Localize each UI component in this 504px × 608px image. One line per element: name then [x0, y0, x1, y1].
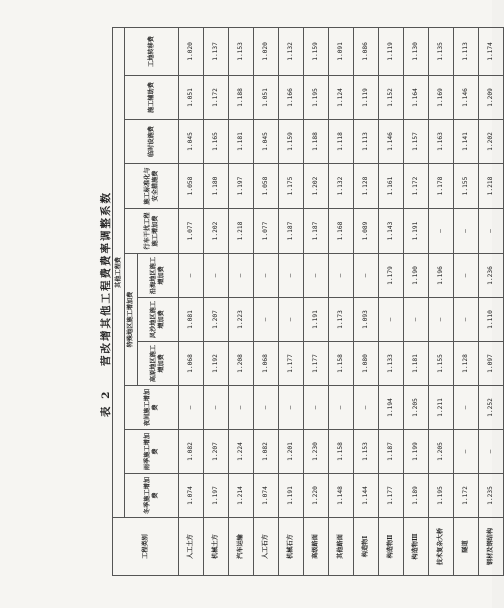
col-coastal: 沿海地区施工增加费	[138, 254, 179, 298]
rate-cell: 1.218	[479, 164, 504, 209]
col-temporary: 临时设施费	[125, 120, 179, 164]
rate-cell: —	[454, 209, 479, 254]
rate-cell: —	[254, 254, 279, 298]
rate-cell: 1.157	[404, 120, 429, 164]
rate-cell: 1.086	[354, 27, 379, 75]
table-row	[304, 27, 329, 575]
rate-cell: 1.196	[429, 254, 454, 298]
rate-cell: 1.045	[254, 120, 279, 164]
rate-cell: —	[479, 430, 504, 474]
rate-cell: —	[429, 298, 454, 342]
rate-cell: 1.051	[254, 76, 279, 120]
row-category: 人工土方	[179, 518, 204, 576]
rate-cell: 1.190	[404, 254, 429, 298]
rate-cell: 1.159	[279, 120, 304, 164]
rate-cell: —	[279, 386, 304, 430]
rate-cell: 1.077	[179, 209, 204, 254]
rate-cell: 1.068	[254, 342, 279, 386]
category-header: 工程类别	[113, 518, 179, 576]
row-category: 机械土方	[204, 518, 229, 576]
rate-cell: 1.181	[404, 342, 429, 386]
table-row	[254, 27, 279, 575]
rate-adjustment-table	[112, 27, 504, 576]
rate-cell: 1.148	[329, 474, 354, 518]
rate-cell: 1.168	[329, 209, 354, 254]
rate-cell: —	[329, 386, 354, 430]
rate-cell: 1.161	[379, 164, 404, 209]
rate-cell: 1.180	[204, 164, 229, 209]
rate-cell: 1.082	[254, 430, 279, 474]
rate-cell: 1.202	[204, 209, 229, 254]
rate-cell: —	[454, 254, 479, 298]
rate-cell: 1.132	[329, 164, 354, 209]
rate-cell: 1.223	[229, 298, 254, 342]
rate-cell: 1.174	[479, 27, 504, 75]
rate-cell: 1.187	[379, 430, 404, 474]
rate-cell: 1.159	[304, 27, 329, 75]
rate-cell: 1.172	[404, 164, 429, 209]
row-category: 钢材及钢结构	[479, 518, 504, 576]
rate-cell: 1.164	[404, 76, 429, 120]
rate-cell: 1.189	[404, 474, 429, 518]
rate-cell: 1.202	[479, 120, 504, 164]
rate-cell: 1.143	[379, 209, 404, 254]
rate-cell: 1.144	[354, 474, 379, 518]
rate-cell: 1.130	[404, 27, 429, 75]
rate-cell: —	[304, 386, 329, 430]
col-assist: 施工辅助费	[125, 76, 179, 120]
rate-cell: —	[329, 254, 354, 298]
rate-cell: —	[404, 298, 429, 342]
col-traffic: 行车干扰工程施工增加费	[125, 209, 179, 254]
rate-cell: 1.197	[229, 164, 254, 209]
rate-cell: 1.091	[329, 27, 354, 75]
rate-cell: 1.211	[429, 386, 454, 430]
table-row	[279, 27, 304, 575]
table-row	[379, 27, 404, 575]
table-row	[404, 27, 429, 575]
rate-cell: 1.113	[354, 120, 379, 164]
rate-cell: 1.082	[179, 430, 204, 474]
rate-cell: —	[179, 254, 204, 298]
rate-cell: 1.205	[404, 386, 429, 430]
col-plateau: 高原地区施工增加费	[138, 342, 179, 386]
rate-cell: 1.155	[429, 342, 454, 386]
col-sandstorm: 风沙地区施工增加费	[138, 298, 179, 342]
rate-cell: 1.235	[479, 474, 504, 518]
rate-cell: —	[229, 254, 254, 298]
col-night: 夜间施工增加费	[125, 386, 179, 430]
rate-cell: —	[254, 386, 279, 430]
rate-cell: —	[204, 254, 229, 298]
rate-cell: 1.179	[379, 254, 404, 298]
row-category: 构造物Ⅱ	[379, 518, 404, 576]
rate-cell: 1.158	[329, 430, 354, 474]
rate-cell: 1.045	[179, 120, 204, 164]
rate-cell: 1.118	[329, 120, 354, 164]
rate-cell: 1.146	[454, 76, 479, 120]
rate-cell: 1.128	[454, 342, 479, 386]
rate-cell: 1.214	[229, 474, 254, 518]
rate-cell: —	[454, 298, 479, 342]
rate-cell: 1.119	[379, 27, 404, 75]
rate-cell: 1.195	[429, 474, 454, 518]
rate-cell: 1.230	[304, 430, 329, 474]
rate-cell: 1.199	[404, 430, 429, 474]
rate-cell: 1.020	[179, 27, 204, 75]
rate-cell: 1.188	[304, 120, 329, 164]
table-row	[204, 27, 229, 575]
rate-cell: —	[229, 386, 254, 430]
rate-cell: 1.252	[479, 386, 504, 430]
col-transfer: 工地转移费	[125, 27, 179, 75]
rate-cell: 1.124	[329, 76, 354, 120]
row-category: 隧道	[454, 518, 479, 576]
special-region-header: 特殊地区施工增加费	[125, 254, 138, 386]
rate-cell: —	[429, 209, 454, 254]
row-category: 构造物Ⅰ	[354, 518, 379, 576]
rate-cell: 1.236	[479, 254, 504, 298]
rate-cell: —	[354, 386, 379, 430]
rate-cell: 1.172	[454, 474, 479, 518]
table-row	[479, 27, 504, 575]
rate-cell: 1.188	[229, 76, 254, 120]
rate-cell: 1.152	[379, 76, 404, 120]
rate-cell: 1.080	[354, 342, 379, 386]
rate-cell: 1.173	[329, 298, 354, 342]
table-header	[113, 27, 179, 575]
rate-cell: 1.220	[304, 474, 329, 518]
rate-cell: 1.128	[354, 164, 379, 209]
rate-cell: 1.192	[204, 342, 229, 386]
rate-cell: 1.191	[304, 298, 329, 342]
rate-cell: 1.081	[179, 298, 204, 342]
row-category: 其他路面	[329, 518, 354, 576]
col-winter: 冬季施工增加费	[125, 474, 179, 518]
rate-cell: 1.155	[454, 164, 479, 209]
rate-cell: —	[379, 298, 404, 342]
rate-cell: 1.132	[279, 27, 304, 75]
rate-cell: 1.187	[279, 209, 304, 254]
rate-cell: —	[479, 209, 504, 254]
rate-cell: 1.207	[204, 298, 229, 342]
rate-cell: 1.181	[229, 120, 254, 164]
rate-cell: 1.093	[354, 298, 379, 342]
table-number: 表 2	[100, 389, 112, 418]
rate-cell: 1.165	[204, 120, 229, 164]
table-row	[229, 27, 254, 575]
rate-cell: —	[204, 386, 229, 430]
table-row	[179, 27, 204, 575]
col-rainy: 雨季施工增加费	[125, 430, 179, 474]
table-caption: 营改增其他工程费费率调整系数	[100, 190, 112, 366]
rate-cell: 1.058	[254, 164, 279, 209]
rate-cell: 1.224	[229, 430, 254, 474]
rate-cell: 1.141	[454, 120, 479, 164]
rate-cell: 1.202	[304, 164, 329, 209]
rate-cell: 1.074	[179, 474, 204, 518]
rate-cell: 1.207	[204, 430, 229, 474]
rate-cell: 1.194	[379, 386, 404, 430]
rate-cell: 1.135	[429, 27, 454, 75]
row-category: 高级路面	[304, 518, 329, 576]
table-body	[179, 27, 504, 575]
rate-cell: —	[254, 298, 279, 342]
rate-cell: 1.110	[479, 298, 504, 342]
row-category: 机械石方	[279, 518, 304, 576]
rate-cell: 1.208	[229, 342, 254, 386]
row-category: 构造物Ⅲ	[404, 518, 429, 576]
rate-cell: 1.169	[429, 76, 454, 120]
rate-cell: 1.133	[379, 342, 404, 386]
rate-cell: 1.153	[354, 430, 379, 474]
rate-cell: 1.172	[204, 76, 229, 120]
rate-cell: 1.051	[179, 76, 204, 120]
row-category: 技术复杂大桥	[429, 518, 454, 576]
col-safety: 施工标准化与安全措施费	[125, 164, 179, 209]
rate-cell: 1.177	[304, 342, 329, 386]
rate-cell: —	[454, 430, 479, 474]
rate-cell: 1.166	[279, 76, 304, 120]
rate-cell: —	[304, 254, 329, 298]
rate-cell: 1.020	[254, 27, 279, 75]
rate-cell: 1.058	[179, 164, 204, 209]
rate-cell: 1.146	[379, 120, 404, 164]
rate-cell: —	[354, 254, 379, 298]
rate-cell: 1.191	[404, 209, 429, 254]
rate-cell: —	[279, 298, 304, 342]
rate-cell: 1.218	[229, 209, 254, 254]
rate-cell: 1.097	[479, 342, 504, 386]
rate-cell: 1.074	[254, 474, 279, 518]
table-row	[354, 27, 379, 575]
rate-cell: 1.158	[329, 342, 354, 386]
rate-cell: 1.178	[429, 164, 454, 209]
rate-cell: 1.201	[279, 430, 304, 474]
rate-cell: —	[279, 254, 304, 298]
rate-cell: 1.077	[254, 209, 279, 254]
rate-cell: —	[454, 386, 479, 430]
rate-cell: 1.137	[204, 27, 229, 75]
rate-cell: 1.197	[204, 474, 229, 518]
rate-cell: 1.119	[354, 76, 379, 120]
rate-cell: 1.209	[479, 76, 504, 120]
table-row	[454, 27, 479, 575]
table-title	[98, 0, 113, 608]
row-category: 汽车运输	[229, 518, 254, 576]
rate-cell: 1.195	[304, 76, 329, 120]
group-header: 其他工程费	[113, 27, 125, 517]
rate-cell: 1.177	[379, 474, 404, 518]
table-row	[429, 27, 454, 575]
rate-cell: 1.068	[179, 342, 204, 386]
rate-cell: 1.113	[454, 27, 479, 75]
rate-cell: 1.153	[229, 27, 254, 75]
rate-cell: 1.089	[354, 209, 379, 254]
rate-cell: —	[179, 386, 204, 430]
rate-cell: 1.191	[279, 474, 304, 518]
row-category: 人工石方	[254, 518, 279, 576]
rate-cell: 1.187	[304, 209, 329, 254]
rate-cell: 1.177	[279, 342, 304, 386]
rate-cell: 1.175	[279, 164, 304, 209]
table-row	[329, 27, 354, 575]
rate-cell: 1.205	[429, 430, 454, 474]
rate-cell: 1.163	[429, 120, 454, 164]
